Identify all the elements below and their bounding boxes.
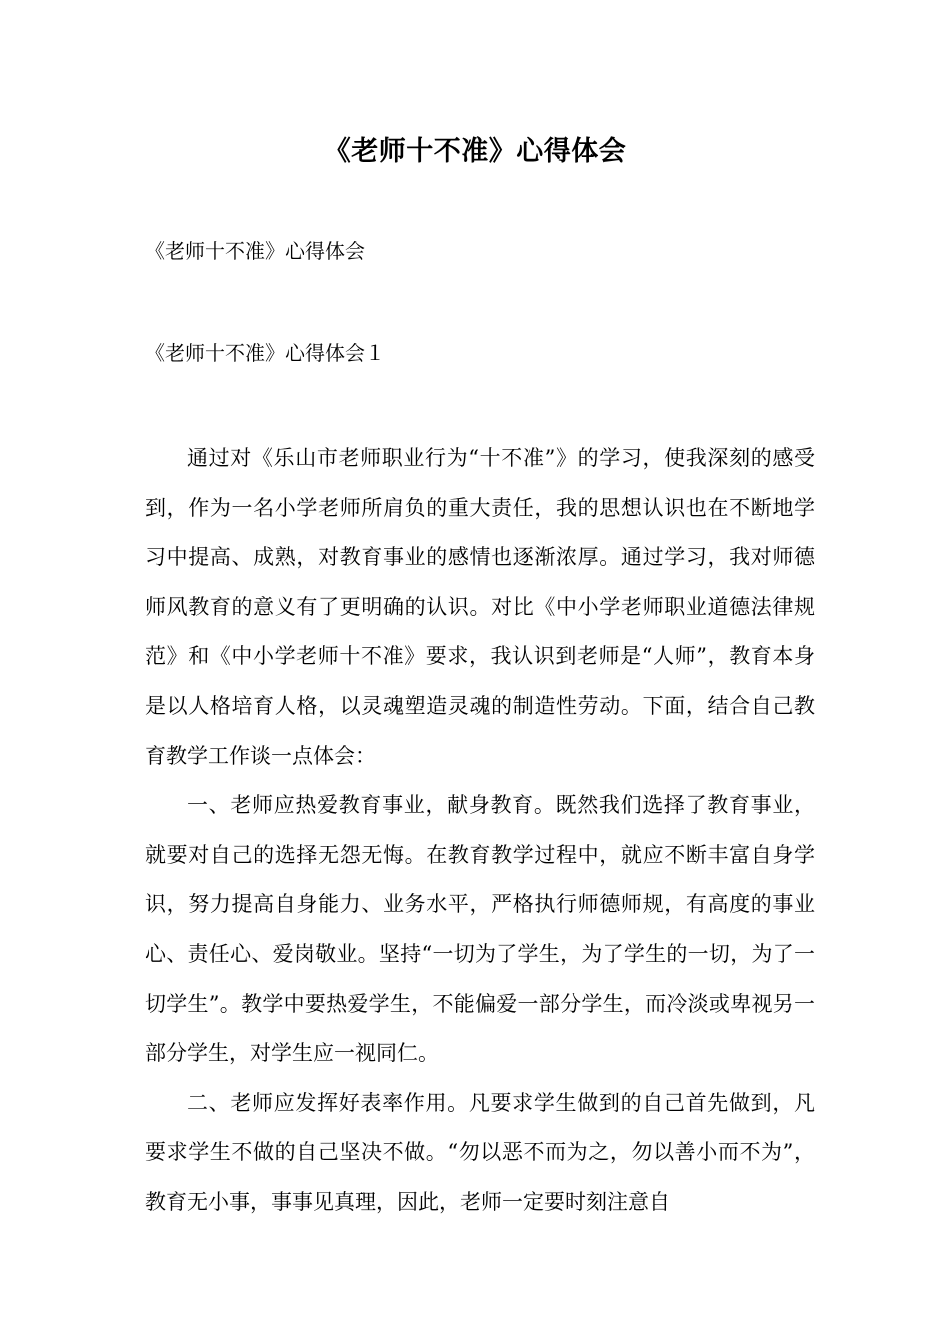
document-subtitle: 《老师十不准》心得体会 bbox=[145, 239, 365, 263]
paragraph-intro: 通过对《乐山市老师职业行为“十不准”》的学习，使我深刻的感受到，作为一名小学老师所肩负的重大责任，我的思想认识也在不断地学习中提高、成熟，对教育事业的感情也逐渐浓厚。通过学习，我对师德师风教育的意义有了更明确的认识。对比《中小学老师职业道德法律规范》和《中小学老师十不准》要求，我认识到老师是“人师”，教育本身是以人格培育人格，以灵魂塑造灵魂的制造性劳动。下面，结合自己教育教学工作谈一点体会： bbox=[145, 446, 815, 768]
paragraph-point-two: 二、老师应发挥好表率作用。凡要求学生做到的自己首先做到，凡要求学生不做的自己坚决不做。“勿以恶不而为之，勿以善小而不为”，教育无小事，事事见真理，因此，老师一定要时刻注意自 bbox=[145, 1090, 815, 1214]
document-title: 《老师十不准》心得体会 bbox=[323, 136, 627, 167]
section-heading: 《老师十不准》心得体会１ bbox=[145, 341, 385, 365]
paragraph-point-one: 一、老师应热爱教育事业，献身教育。既然我们选择了教育事业，就要对自己的选择无怨无悔。在教育教学过程中，就应不断丰富自身学识，努力提高自身能力、业务水平，严格执行师德师规，有高度的事业心、责任心、爱岗敬业。坚持“一切为了学生，为了学生的一切，为了一切学生”。教学中要热爱学生，不能偏爱一部分学生，而冷淡或卑视另一部分学生，对学生应一视同仁。 bbox=[145, 793, 815, 1066]
body-text bbox=[145, 434, 815, 1228]
